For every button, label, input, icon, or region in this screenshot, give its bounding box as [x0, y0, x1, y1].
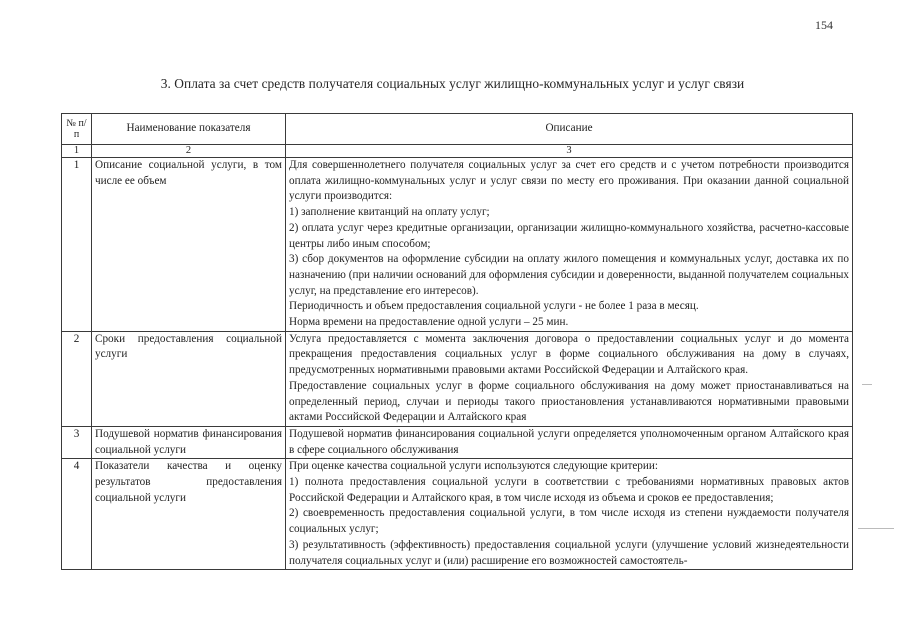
scan-artifact-line — [862, 384, 872, 385]
column-number: 3 — [286, 145, 853, 158]
description-paragraph: Предоставление социальных услуг в форме социального обслуживания на дому может приостанавливаться на определенный период, случаи и периоды такого приостановления устанавливаются нормативными правовыми актами Российской Федерации и Алтайского края — [289, 379, 849, 424]
row-number: 3 — [62, 426, 92, 458]
table-row — [62, 331, 853, 426]
row-number: 2 — [62, 331, 92, 426]
description-paragraph: 2) своевременность предоставления социальной услуги, в том числе исходя из степени нуждаемости получателя социальных услуг; — [289, 507, 849, 536]
service-table — [61, 113, 853, 570]
description-paragraph: Для совершеннолетнего получателя социальных услуг за счет его средств и с учетом потребности производится оплата жилищно-коммунальных услуг и услуг связи по месту его проживания. При оказании данной социальной услуги производится: — [289, 159, 849, 203]
description-paragraph: При оценке качества социальной услуги используются следующие критерии: — [289, 460, 658, 473]
scan-artifact-line — [858, 528, 894, 529]
row-indicator-name: Подушевой норматив финансирования социальной услуги — [92, 426, 286, 458]
row-number: 4 — [62, 459, 92, 570]
column-numbers-row — [62, 145, 853, 158]
description-paragraph: Периодичность и объем предоставления социальной услуги - не более 1 раза в месяц. — [289, 300, 699, 313]
header-name-cell: Наименование показателя — [92, 114, 286, 145]
description-paragraph: Подушевой норматив финансирования социальной услуги определяется уполномоченным органом Алтайского края в сфере социального обслуживания — [289, 427, 849, 456]
column-number: 2 — [92, 145, 286, 158]
description-paragraph: 3) результативность (эффективность) предоставления социальной услуги (улучшение условий жизнедеятельности получателя социальных услуг и (или) расширение его возможностей самостоятель- — [289, 538, 849, 567]
page-number: 154 — [815, 18, 833, 32]
section-title: 3. Оплата за счет средств получателя социальных услуг жилищно-коммунальных услуг и услуг связи — [160, 76, 745, 91]
row-number: 1 — [62, 158, 92, 332]
row-indicator-name: Сроки предоставления социальной услуги — [92, 331, 286, 426]
description-paragraph: 1) заполнение квитанций на оплату услуг; — [289, 206, 490, 219]
description-paragraph: Норма времени на предоставление одной услуги – 25 мин. — [289, 316, 569, 329]
header-description-cell: Описание — [286, 114, 853, 145]
description-paragraph: 2) оплата услуг через кредитные организации, организации жилищно-коммунального хозяйства, расчетно-кассовые центры либо иным способом; — [289, 221, 849, 250]
header-number-cell: № п/п — [62, 114, 92, 145]
description-paragraph: 1) полнота предоставления социальной услуги в соответствии с требованиями нормативных правовых актов Российской Федерации и Алтайского края, в том числе исходя из объема и сроков ее предоставления; — [289, 476, 849, 504]
row-description — [286, 426, 853, 458]
column-number: 1 — [62, 145, 92, 158]
table-row — [62, 426, 853, 458]
row-description — [286, 459, 853, 570]
row-description — [286, 158, 853, 332]
table-row — [62, 158, 853, 332]
table-header-row — [62, 114, 853, 145]
row-description — [286, 331, 853, 426]
description-paragraph: Услуга предоставляется с момента заключения договора о предоставлении социальных услуг и до момента прекращения предоставления социальных услуг в форме социального обслуживания на дому в случаях, предусмотренных нормативными правовыми актами Российской Федерации и Алтайского края. — [289, 332, 849, 377]
row-indicator-name: Показатели качества и оценку результатов предоставления социальной услуги — [92, 459, 286, 570]
description-paragraph: 3) сбор документов на оформление субсидии на оплату жилого помещения и коммунальных услуг, доставка их по назначению (при наличии оснований для оформления субсидии и доверенности, выданной получателем социальных услуг, на представление его интересов). — [289, 253, 849, 297]
table-row — [62, 459, 853, 570]
row-indicator-name: Описание социальной услуги, в том числе ее объем — [92, 158, 286, 332]
